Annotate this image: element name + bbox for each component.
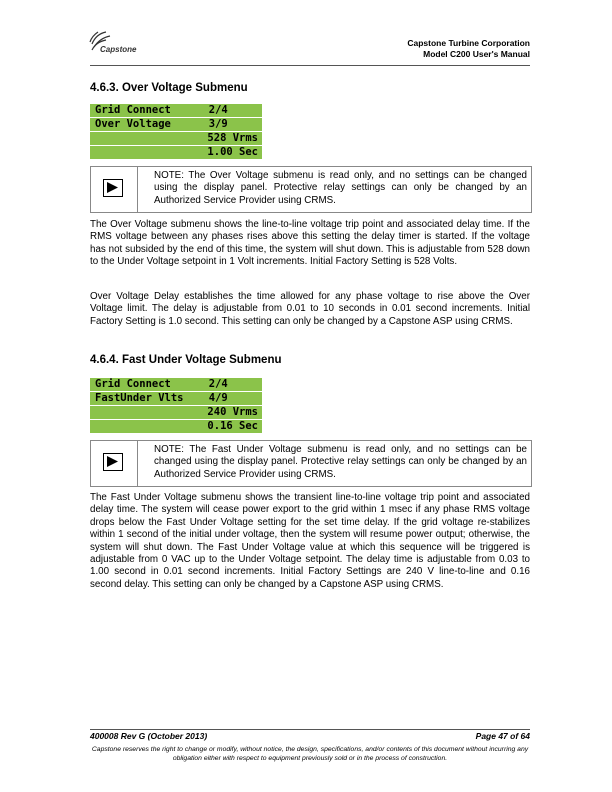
paragraph: The Over Voltage submenu shows the line-to-line voltage trip point and associated delay time. If the RMS voltage between any phases rises above this setting the delay timer is started. If the voltage has not subsided by the end of this time, the system will shut down. This is adjustable from 528 down to the Under Voltage setpoint in 1 Volt increments. Initial Factory Setting is 528 Volts. — [90, 219, 530, 268]
lcd-line: Over Voltage 3/9 — [90, 118, 262, 131]
note-text: NOTE: The Over Voltage submenu is read only, and no settings can be changed using the display panel. Protective relay settings can only be changed by an Authorized Service Provider using CRMS. — [154, 170, 527, 206]
lcd-line: 1.00 Sec — [90, 146, 262, 159]
right-arrow-icon — [103, 453, 123, 471]
capstone-logo-icon — [86, 28, 166, 58]
right-arrow-icon — [103, 179, 123, 197]
note-box — [90, 166, 532, 213]
lcd-line: FastUnder Vlts 4/9 — [90, 392, 262, 405]
lcd-line: Grid Connect 2/4 — [90, 104, 262, 117]
lcd-display-fast-under-voltage — [90, 378, 262, 434]
lcd-line: 0.16 Sec — [90, 420, 262, 433]
footer-disclaimer: Capstone reserves the right to change or modify, without notice, the design, specifications, and/or contents of this document without incurring any obligation either with respect to equipment previously sold or in the process of construction. — [91, 746, 529, 762]
lcd-line: 528 Vrms — [90, 132, 262, 145]
note-box — [90, 440, 532, 487]
section-heading-over-voltage: 4.6.3. Over Voltage Submenu — [90, 82, 248, 94]
lcd-display-over-voltage — [90, 104, 262, 160]
header-title — [407, 38, 530, 59]
header-manual: Model C200 User's Manual — [423, 48, 530, 59]
paragraph: The Fast Under Voltage submenu shows the transient line-to-line voltage trip point and associated delay time. The system will cease power export to the grid within 1 msec if any phase RMS voltage drops below the Fast Under Voltage setting for the set time delay. If the grid voltage re-stabilizes within 1 second of the initial under voltage, then the system will resume power output; otherwise, the system will shut down. The Fast Under Voltage value at which this sequence will be triggered is adjustable from 0 VAC up to the Under Voltage setpoint. The delay time is adjustable from 0.03 to 1.00 second in 0.01 second increments. Initial Factory Settings are 240 V line-to-line and 0.16 second delay. This setting can only be changed by a Capstone ASP using CRMS. — [90, 492, 530, 590]
footer-page-number: Page 47 of 64 — [475, 731, 530, 741]
logo-text: Capstone — [100, 45, 137, 54]
footer-doc-number: 400008 Rev G (October 2013) — [90, 731, 208, 741]
lcd-line: 240 Vrms — [90, 406, 262, 419]
note-text: NOTE: The Fast Under Voltage submenu is read only, and no settings can be changed using the display panel. Protective relay settings can only be changed by an Authorized Service Provider using CRMS. — [154, 444, 527, 480]
footer-divider — [90, 729, 530, 730]
header-divider — [90, 65, 530, 66]
paragraph: Over Voltage Delay establishes the time allowed for any phase voltage to rise above the Over Voltage limit. The delay is adjustable from 0.01 to 10 seconds in 0.01 second increments. Initial Factory Setting is 1.0 second. This setting can only be changed by a Capstone ASP using CRMS. — [90, 291, 530, 327]
header-company: Capstone Turbine Corporation — [407, 38, 530, 48]
lcd-line: Grid Connect 2/4 — [90, 378, 262, 391]
section-heading-fast-under-voltage: 4.6.4. Fast Under Voltage Submenu — [90, 354, 282, 366]
